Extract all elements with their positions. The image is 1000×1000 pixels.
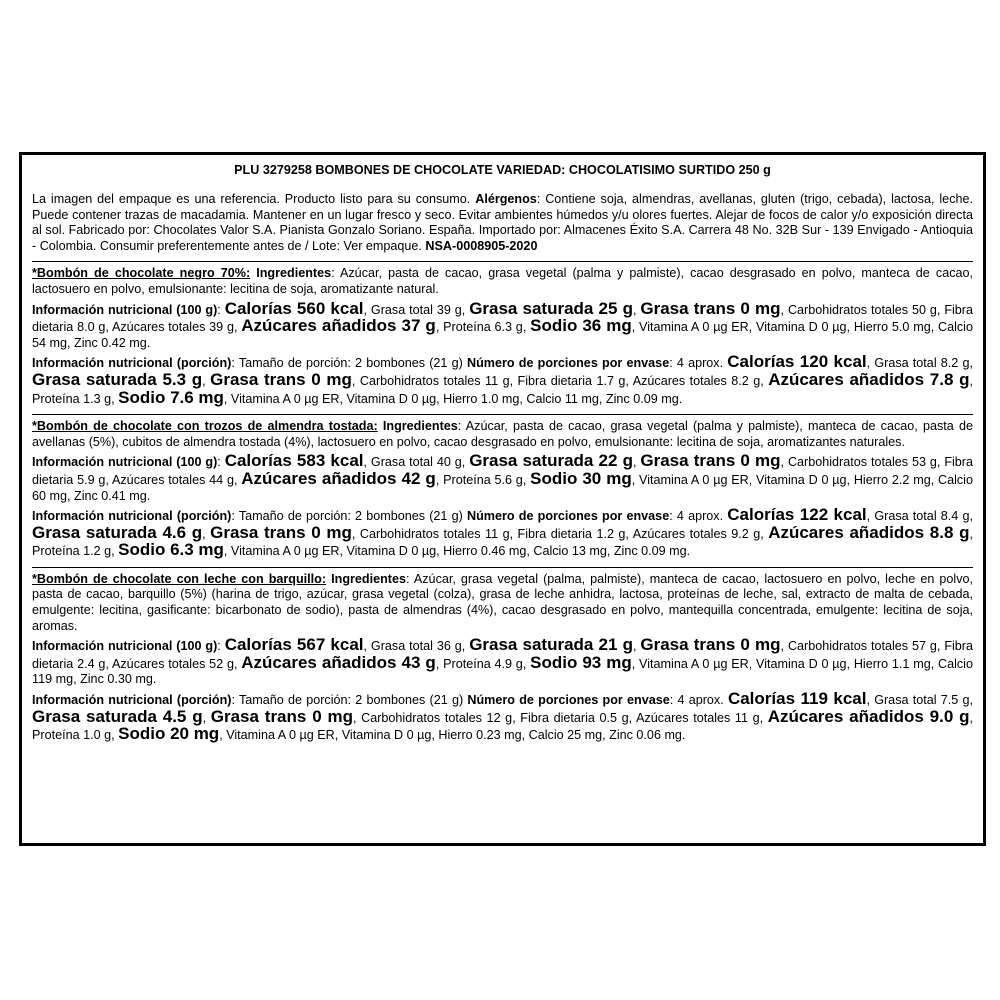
text-run: , [202, 710, 211, 725]
highlight-value: Azúcares añadidos 9.0 g [767, 706, 970, 726]
bold-label: Información nutricional (100 g) [32, 639, 218, 654]
bold-label: Número de porciones por envase [467, 693, 670, 708]
text-run: , Grasa total 36 g, [363, 639, 470, 654]
text-run: , Grasa total 39 g, [363, 302, 470, 317]
bold-label: Información nutricional (porción) [32, 509, 232, 524]
text-run: , [632, 639, 641, 654]
text-run: : [217, 639, 225, 654]
highlight-value: Grasa saturada 25 g [469, 298, 633, 318]
highlight-value: Calorías 560 kcal [224, 298, 364, 318]
text-run: , Carbohidratos totales 11 g, Fibra dietaria 1.7 g, Azúcares totales 8.2 g, [351, 373, 769, 388]
text-run: , Vitamina A 0 µg ER, Vitamina D 0 µg, Hierro 2.2 mg, Calcio 60 mg, Zinc 0.41 mg. [32, 472, 973, 503]
ingredients-paragraph [32, 419, 973, 450]
bold-label: Información nutricional (porción) [32, 693, 232, 708]
text-run: : 4 aprox. [669, 356, 728, 371]
intro-paragraph [32, 192, 973, 254]
highlight-value: Grasa trans 0 mg [640, 451, 781, 471]
highlight-value: Sodio 93 mg [530, 652, 632, 672]
highlight-value: Grasa saturada 21 g [469, 635, 633, 655]
highlight-value: Grasa trans 0 mg [210, 369, 352, 389]
text-run: : [217, 302, 225, 317]
product-name: *Bombón de chocolate negro 70%: [32, 266, 251, 281]
bold-label: Ingredientes [377, 419, 458, 434]
product-name: *Bombón de chocolate con trozos de almendra tostada: [32, 419, 378, 434]
highlight-value: Sodio 6.3 mg [118, 540, 224, 560]
text-run: : 4 aprox. [669, 693, 728, 708]
text-run: : Tamaño de porción: 2 bombones (21 g) [231, 356, 467, 371]
text-run: , Proteína 6.3 g, [435, 320, 531, 335]
text-run: : Azúcar, grasa vegetal (palma, palmiste), manteca de cacao, lactosuero en polvo, leche en polvo, pasta de cacao, barquillo (5%) (harina de trigo, azúcar, grasa vegetal (colza), grasa de leche anhidra, lactosa, proteínas de leche, sal, extracto de malta de cebada, emulgente: lecitina, gasificante: bicarbonato de sodio), pasta de almendras (4%), cacao desgrasado en polvo, mantequilla concentrada, emulgente: lecitina de soja, aromas. [32, 571, 973, 633]
highlight-value: Grasa saturada 22 g [469, 451, 633, 471]
text-run: : 4 aprox. [669, 509, 728, 524]
section-divider [32, 261, 973, 262]
bold-label: Alérgenos [475, 192, 537, 206]
highlight-value: Calorías 567 kcal [224, 635, 364, 655]
highlight-value: Azúcares añadidos 43 g [241, 652, 436, 672]
bold-label: NSA-0008905-2020 [425, 238, 538, 253]
nutrition-100g-paragraph [32, 298, 974, 352]
bold-label: Ingredientes [326, 571, 407, 586]
text-run: , Grasa total 8.4 g, [866, 509, 973, 524]
text-run: , Carbohidratos totales 12 g, Fibra dietaria 0.5 g, Azúcares totales 11 g, [353, 710, 768, 725]
product-title: PLU 3279258 BOMBONES DE CHOCOLATE VARIEDAD: CHOCOLATISIMO SURTIDO 250 g [234, 163, 771, 177]
highlight-value: Sodio 7.6 mg [118, 387, 224, 407]
highlight-value: Calorías 119 kcal [727, 689, 867, 709]
text-run: : [217, 455, 225, 470]
highlight-value: Calorías 583 kcal [224, 451, 364, 471]
bold-label: Número de porciones por envase [466, 356, 670, 371]
highlight-value: Grasa saturada 4.6 g [32, 522, 203, 542]
text-run: , Vitamina A 0 µg ER, Vitamina D 0 µg, Hierro 0.46 mg, Calcio 13 mg, Zinc 0.09 mg. [223, 544, 691, 559]
bold-label: Ingredientes [250, 266, 332, 281]
highlight-value: Grasa saturada 5.3 g [32, 369, 203, 389]
bold-label: Número de porciones por envase [466, 509, 670, 524]
text-run: , Proteína 1.0 g, [32, 710, 973, 743]
nutrition-portion-paragraph [32, 691, 973, 744]
bold-label: Información nutricional (porción) [32, 356, 232, 371]
text-run: , Grasa total 40 g, [363, 455, 470, 470]
highlight-value: Azúcares añadidos 37 g [241, 316, 436, 336]
text-run: , [632, 455, 641, 470]
text-run: , Proteína 1.3 g, [32, 373, 973, 406]
bold-label: Información nutricional (100 g) [32, 302, 218, 317]
text-run: , Proteína 1.2 g, [32, 526, 973, 559]
text-run: , Carbohidratos totales 50 g, Fibra dietaria 8.0 g, Azúcares totales 39 g, [32, 302, 974, 335]
text-run: , Vitamina A 0 µg ER, Vitamina D 0 µg, Hierro 0.23 mg, Calcio 25 mg, Zinc 0.06 mg. [219, 728, 686, 743]
text-run: , Proteína 5.6 g, [435, 472, 531, 487]
nutrition-portion-paragraph [32, 507, 973, 560]
text-run: , [202, 373, 211, 388]
nutrition-portion-paragraph [32, 354, 973, 407]
text-run: La imagen del empaque es una referencia. Producto listo para su consumo. [32, 192, 476, 206]
text-run: , Carbohidratos totales 11 g, Fibra dietaria 1.2 g, Azúcares totales 9.2 g, [351, 526, 769, 541]
section-divider [32, 567, 973, 568]
text-run: : Tamaño de porción: 2 bombones (21 g) [231, 509, 467, 524]
text-run: , Grasa total 8.2 g, [866, 356, 973, 371]
highlight-value: Azúcares añadidos 7.8 g [768, 369, 970, 389]
section-divider [32, 414, 973, 415]
section-dark-chocolate [32, 261, 973, 407]
nutrition-100g-paragraph [32, 637, 973, 688]
text-run: , Vitamina A 0 µg ER, Vitamina D 0 µg, Hierro 5.0 mg, Calcio 54 mg, Zinc 0.42 mg. [32, 320, 973, 350]
section-almond-chocolate [32, 414, 973, 560]
highlight-value: Grasa trans 0 mg [640, 635, 781, 655]
highlight-value: Azúcares añadidos 8.8 g [768, 522, 970, 542]
text-run: , Proteína 4.9 g, [435, 656, 531, 671]
highlight-value: Grasa trans 0 mg [210, 522, 352, 542]
text-run: , [202, 526, 211, 541]
text-run: , Carbohidratos totales 57 g, Fibra dietaria 2.4 g, Azúcares totales 52 g, [32, 639, 974, 671]
section-milk-chocolate-wafer [32, 567, 973, 744]
highlight-value: Calorías 120 kcal [727, 352, 867, 372]
highlight-value: Calorías 122 kcal [727, 505, 867, 525]
highlight-value: Sodio 30 mg [530, 468, 632, 488]
text-run: : Azúcar, pasta de cacao, grasa vegetal (palma y palmiste), cacao desgrasado en polvo, manteca de cacao, lactosuero en polvo, emulsionante: lecitina de soja, aromatizante natural. [32, 266, 973, 296]
text-run: , [632, 302, 641, 317]
text-run: , Vitamina A 0 µg ER, Vitamina D 0 µg, Hierro 1.1 mg, Calcio 119 mg, Zinc 0.30 mg. [32, 656, 973, 687]
text-run: , Vitamina A 0 µg ER, Vitamina D 0 µg, Hierro 1.0 mg, Calcio 11 mg, Zinc 0.09 mg. [223, 391, 683, 406]
text-run: , Carbohidratos totales 53 g, Fibra dietaria 5.9 g, Azúcares totales 44 g, [32, 455, 974, 487]
text-run: , Grasa total 7.5 g, [866, 693, 973, 708]
text-run: : Tamaño de porción: 2 bombones (21 g) [231, 693, 468, 708]
bold-label: Información nutricional (100 g) [32, 455, 218, 470]
ingredients-paragraph [32, 572, 973, 634]
text-run: : Azúcar, pasta de cacao, grasa vegetal (palma y palmiste), manteca de cacao, pasta de avellanas (5%), cubitos de almendra tostada (4%), lactosuero en polvo, cacao desgrasado en polvo, emulsionante: lecitina de soja, aromatizantes naturales. [32, 419, 973, 449]
highlight-value: Azúcares añadidos 42 g [241, 468, 436, 488]
nutrition-100g-paragraph [32, 453, 973, 504]
highlight-value: Sodio 20 mg [118, 724, 220, 744]
nutrition-label-panel [19, 152, 986, 846]
text-run: : Contiene soja, almendras, avellanas, gluten (trigo, cebada), lactosa, leche. Puede contener trazas de macadamia. Mantener en un lugar fresco y seco. Evitar ambientes húmedos y/u olores fuertes. Alejar de focos de calor y/o exposición directa al sol. Fabricado por: Chocolates Valor S.A. Pianista Gonzalo Soriano. España. Importado por: Almacenes Éxito S.A. Carrera 48 No. 32B Sur - 139 Envigado - Antioquia - Colombia. Consumir preferentemente antes de / Lote: Ver empaque. [32, 192, 973, 253]
ingredients-paragraph [32, 266, 973, 297]
highlight-value: Grasa trans 0 mg [640, 298, 781, 318]
highlight-value: Sodio 36 mg [530, 316, 632, 336]
highlight-value: Grasa saturada 4.5 g [32, 706, 203, 726]
highlight-value: Grasa trans 0 mg [210, 706, 353, 726]
product-name: *Bombón de chocolate con leche con barquillo: [32, 571, 327, 586]
